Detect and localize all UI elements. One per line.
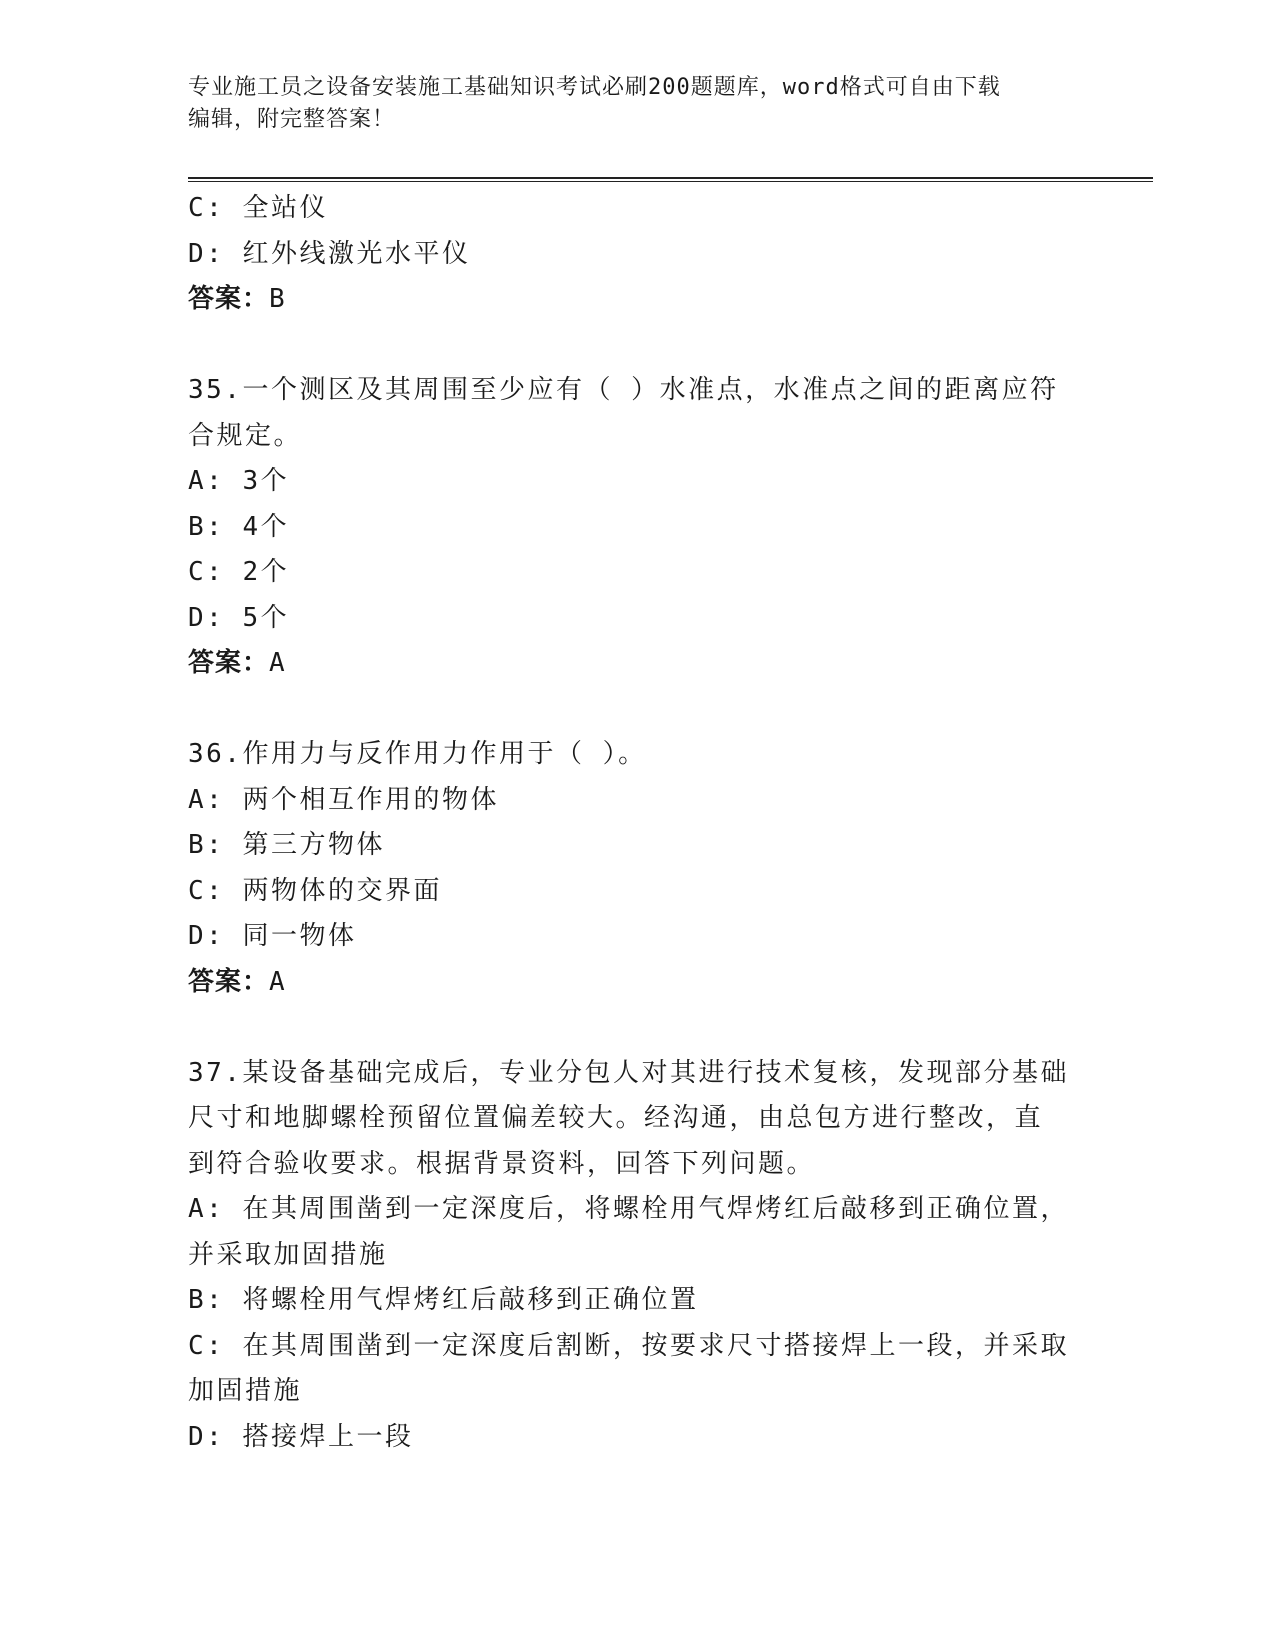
page-header (188, 72, 1068, 136)
question-stem-line: 合规定。 (188, 420, 303, 451)
question-36 (188, 732, 1088, 1005)
answer-label: 答案： (188, 648, 270, 678)
option-d: D: 同一物体 (188, 921, 357, 951)
option-a: A: 两个相互作用的物体 (188, 784, 499, 815)
prev-question-block (188, 186, 1088, 323)
option-c: C: 全站仪 (188, 193, 328, 223)
question-stem-line: 36.作用力与反作用力作用于（ ）。 (188, 739, 647, 769)
spacer (188, 687, 1088, 733)
option-d: D: 搭接焊上一段 (188, 1421, 414, 1452)
question-stem-line: 35.一个测区及其周围至少应有（ ）水准点，水准点之间的距离应符 (188, 375, 1059, 405)
option-c: C: 两物体的交界面 (188, 875, 442, 906)
answer-label: 答案： (188, 966, 270, 997)
answer-line (188, 641, 1088, 687)
option-b: B: 第三方物体 (188, 830, 385, 860)
question-stem-line: 尺寸和地脚螺栓预留位置偏差较大。经沟通，由总包方进行整改，直 (188, 1103, 1044, 1133)
header-divider (188, 177, 1153, 182)
option-a: A: 在其周围凿到一定深度后，将螺栓用气焊烤红后敲移到正确位置， (188, 1194, 1069, 1224)
header-title-line2: 编辑，附完整答案！ (188, 107, 396, 132)
answer-line (188, 277, 1088, 323)
question-37 (188, 1051, 1088, 1461)
header-title-line1: 专业施工员之设备安装施工基础知识考试必刷200题题库，word格式可自由下载 (188, 75, 1001, 100)
answer-value: B (269, 284, 288, 314)
option-b: B: 将螺栓用气焊烤红后敲移到正确位置 (188, 1285, 699, 1315)
option-b: B: 4个 (188, 511, 290, 542)
question-content (188, 186, 1088, 1460)
question-stem-line: 到符合验收要求。根据背景资料，回答下列问题。 (188, 1148, 816, 1179)
question-35 (188, 368, 1088, 687)
spacer (188, 323, 1088, 369)
option-c: C: 在其周围凿到一定深度后割断，按要求尺寸搭接焊上一段，并采取 (188, 1330, 1069, 1361)
option-c: C: 2个 (188, 557, 290, 587)
answer-value: A (269, 966, 288, 997)
answer-line (188, 960, 1088, 1006)
option-c-continued: 加固措施 (188, 1376, 303, 1406)
answer-value: A (269, 648, 288, 678)
question-stem-line: 37.某设备基础完成后，专业分包人对其进行技术复核，发现部分基础 (188, 1057, 1069, 1088)
option-a-continued: 并采取加固措施 (188, 1239, 388, 1270)
option-d: D: 5个 (188, 602, 290, 633)
option-a: A: 3个 (188, 466, 290, 496)
answer-label: 答案： (188, 284, 270, 314)
spacer (188, 1005, 1088, 1051)
option-d: D: 红外线激光水平仪 (188, 238, 471, 269)
